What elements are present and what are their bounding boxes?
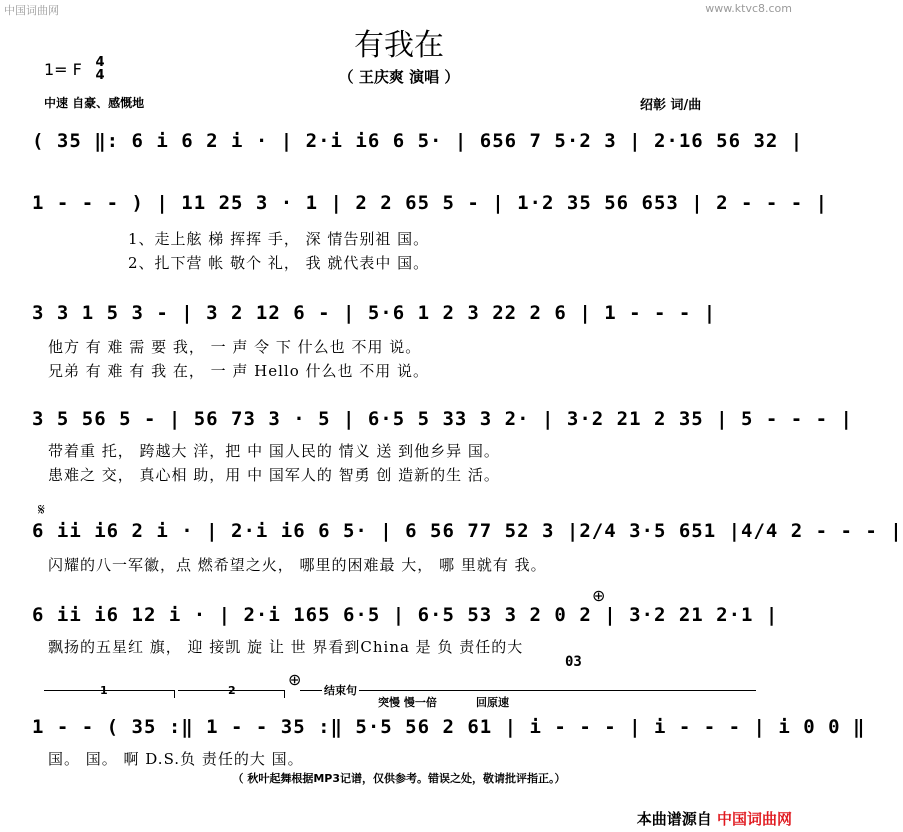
key-signature: 1= F (44, 60, 82, 79)
source-site-link[interactable]: 中国词曲网 (716, 810, 792, 828)
watermark-left: 中国词曲网 (4, 4, 59, 17)
meter-bottom: 4 (95, 68, 105, 83)
lyric-line: 闪耀的八一军徽，点 燃希望之火， 哪里的困难最 大， 哪 里就有 我。 (48, 556, 547, 574)
coda-label: 结束句 (324, 684, 357, 697)
credit: 绍彰 词/曲 (640, 98, 702, 113)
time-signature (92, 56, 108, 82)
lyric-line: 兄弟 有 难 有 我 在， 一 声 Hello 什么也 不用 说。 (48, 362, 430, 380)
a-tempo-marking: 回原速 (476, 696, 509, 709)
performer: （ 王庆爽 演唱 ） (338, 68, 460, 86)
staff-line-5: 6 ii i6 2 i · | 2·i i6 6 5· | 6 56 77 52 3 |2/4 3·5 651 |4/4 2 - - - | (32, 520, 903, 542)
coda-line (300, 690, 756, 691)
lyric-line: 他方 有 难 需 要 我， 一 声 令 下 什么也 不用 说。 (48, 338, 422, 356)
watermark-right: www.ktvc8.com (705, 2, 792, 15)
ending-tick (284, 690, 285, 698)
staff-line-7: 1 - - ( 35 :‖ 1 - - 35 :‖ 5·5 56 2 61 | i - - - | i - - - | i 0 0 ‖ (32, 716, 866, 738)
ending-tick (174, 690, 175, 698)
meter-top: 4 (95, 55, 105, 70)
lyric-line: 带着重 托， 跨越大 洋，把 中 国人民的 情义 送 到他乡异 国。 (48, 442, 500, 460)
ending-1-label: 1 (100, 684, 108, 697)
ending-2-label: 2 (228, 684, 236, 697)
staff-line-2: 1 - - - ) | 11 25 3 · 1 | 2 2 65 5 - | 1·2 35 56 653 | 2 - - - | (32, 192, 829, 214)
lyric-line: 国。 国。 啊 D.S.负 责任的大 国。 (48, 750, 304, 768)
transcriber-note: （ 秋叶起舞根据MP3记谱，仅供参考。错误之处，敬请批评指正。） (232, 772, 566, 785)
staff-line-3: 3 3 1 5 3 - | 3 2 12 6 - | 5·6 1 2 3 22 2 6 | 1 - - - | (32, 302, 717, 324)
segno-sign: 𝄋 (38, 500, 45, 519)
lyric-line: 1、走上舷 梯 挥挥 手， 深 情告别祖 国。 (128, 230, 430, 248)
tempo-marking: 中速 自豪、感慨地 (44, 96, 145, 110)
coda-sign: ⊕ (592, 586, 606, 605)
lyric-line: 2、扎下营 帐 敬个 礼， 我 就代表中 国。 (128, 254, 430, 272)
staff-line-6: 6 ii i6 12 i · | 2·i 165 6·5 | 6·5 53 3 2 0 2 | 3·2 21 2·1 | (32, 604, 779, 626)
staff-line-4: 3 5 56 5 - | 56 73 3 · 5 | 6·5 5 33 3 2· | 3·2 21 2 35 | 5 - - - | (32, 408, 853, 430)
song-title: 有我在 (354, 28, 444, 63)
lyric-line: 飘扬的五星红 旗， 迎 接凯 旋 让 世 界看到China 是 负 责任的大 (48, 638, 524, 656)
staff-line-1: ( 35 ‖: 6 i 6 2 i · | 2·i i6 6 5· | 656 7 5·2 3 | 2·16 56 32 | (32, 130, 804, 152)
lyric-line: 患难之 交， 真心相 助，用 中 国军人的 智勇 创 造新的生 活。 (48, 466, 500, 484)
ending-bracket-1 (44, 690, 174, 691)
source-label: 本曲谱源自 (636, 810, 712, 828)
source-credit (637, 808, 792, 829)
rit-marking: 突慢 慢一倍 (378, 696, 437, 709)
extra-notes: 03 (565, 654, 582, 670)
coda-sign: ⊕ (288, 670, 302, 689)
